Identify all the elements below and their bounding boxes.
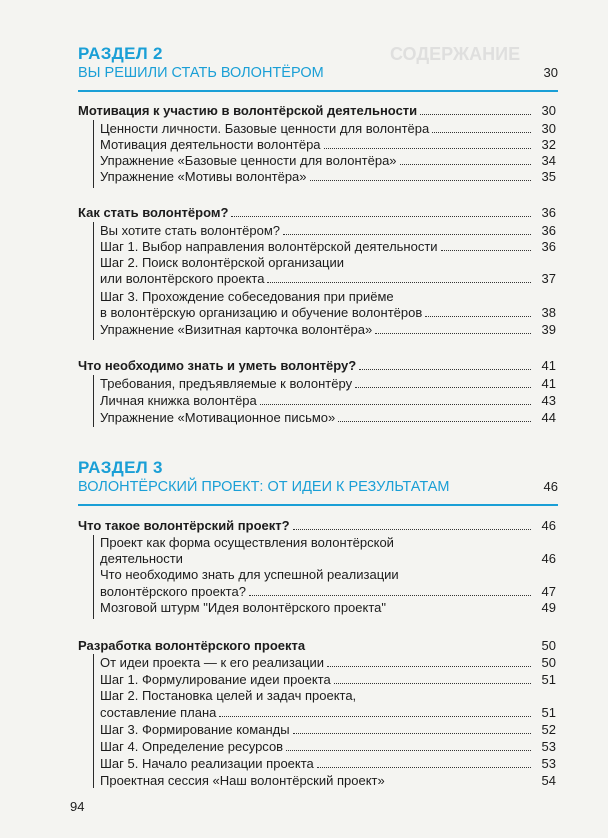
section-rule xyxy=(78,90,558,92)
toc-entry[interactable]: деятельности 46 xyxy=(100,551,556,566)
toc-entry[interactable]: Мозговой штурм "Идея волонтёрского проекта" 49 xyxy=(100,600,556,615)
group-bracket xyxy=(93,535,94,619)
toc-entry[interactable]: волонтёрского проекта? 47 xyxy=(100,584,556,599)
toc-entry[interactable]: Шаг 4. Определение ресурсов 53 xyxy=(100,739,556,754)
toc-entry[interactable]: Мотивация деятельности волонтёра 32 xyxy=(100,137,556,152)
toc-entry[interactable]: От идеи проекта — к его реализации 50 xyxy=(100,655,556,670)
toc-entry[interactable]: Упражнение «Мотивационное письмо» 44 xyxy=(100,410,556,425)
section-title: ВОЛОНТЁРСКИЙ ПРОЕКТ: ОТ ИДЕИ К РЕЗУЛЬТАТАМ xyxy=(78,479,450,495)
toc-entry[interactable]: в волонтёрскую организацию и обучение волонтёров 38 xyxy=(100,305,556,320)
toc-entry[interactable]: Шаг 5. Начало реализации проекта 53 xyxy=(100,756,556,771)
toc-entry[interactable]: Упражнение «Мотивы волонтёра» 35 xyxy=(100,169,556,184)
toc-entry[interactable]: Проектная сессия «Наш волонтёрский проект» 54 xyxy=(100,773,556,788)
section-2-header xyxy=(78,44,558,82)
toc-heading[interactable]: Разработка волонтёрского проекта 50 xyxy=(78,638,556,653)
toc-heading[interactable]: Что такое волонтёрский проект? 46 xyxy=(78,518,556,533)
group-bracket xyxy=(93,375,94,427)
page-number: 46 xyxy=(543,479,558,494)
toc-entry[interactable]: Личная книжка волонтёра 43 xyxy=(100,393,556,408)
group-bracket xyxy=(93,120,94,188)
toc-entry-line1: Что необходимо знать для успешной реализации xyxy=(100,567,399,582)
toc-entry-line1: Шаг 3. Прохождение собеседования при приёме xyxy=(100,289,394,304)
toc-heading[interactable]: Что необходимо знать и уметь волонтёру? 41 xyxy=(78,358,556,373)
bleed-through-text: СОДЕРЖАНИЕ xyxy=(390,44,521,64)
toc-entry[interactable]: или волонтёрского проекта 37 xyxy=(100,271,556,286)
toc-entry[interactable]: Шаг 1. Формулирование идеи проекта 51 xyxy=(100,672,556,687)
section-rule xyxy=(78,504,558,506)
toc-entry-line1: Шаг 2. Поиск волонтёрской организации xyxy=(100,255,345,270)
section-title: ВЫ РЕШИЛИ СТАТЬ ВОЛОНТЁРОМ xyxy=(78,65,324,81)
group-bracket xyxy=(93,654,94,788)
leader-dots xyxy=(420,114,531,115)
group-bracket xyxy=(93,222,94,340)
toc-entry-line1: Шаг 2. Постановка целей и задач проекта, xyxy=(100,688,357,703)
toc-entry[interactable]: Требования, предъявляемые к волонтёру 41 xyxy=(100,376,556,391)
section-3-header xyxy=(78,458,558,496)
page-number: 30 xyxy=(543,65,558,80)
toc-entry[interactable]: Вы хотите стать волонтёром? 36 xyxy=(100,223,556,238)
toc-entry[interactable]: Ценности личности. Базовые ценности для волонтёра 30 xyxy=(100,121,556,136)
page-folio: 94 xyxy=(70,799,85,814)
toc-entry[interactable]: Упражнение «Базовые ценности для волонтёра» 34 xyxy=(100,153,556,168)
toc-heading[interactable]: Мотивация к участию в волонтёрской деятельности 30 xyxy=(78,103,556,118)
toc-entry[interactable]: Шаг 3. Формирование команды 52 xyxy=(100,722,556,737)
toc-entry[interactable]: Шаг 1. Выбор направления волонтёрской деятельности 36 xyxy=(100,239,556,254)
toc-heading[interactable]: Как стать волонтёром? 36 xyxy=(78,205,556,220)
toc-entry[interactable]: составление плана 51 xyxy=(100,705,556,720)
section-label: РАЗДЕЛ 3 xyxy=(78,458,163,477)
toc-entry-line1: Проект как форма осуществления волонтёрской xyxy=(100,535,394,550)
toc-entry[interactable]: Упражнение «Визитная карточка волонтёра» 39 xyxy=(100,322,556,337)
section-label: РАЗДЕЛ 2 xyxy=(78,44,163,63)
